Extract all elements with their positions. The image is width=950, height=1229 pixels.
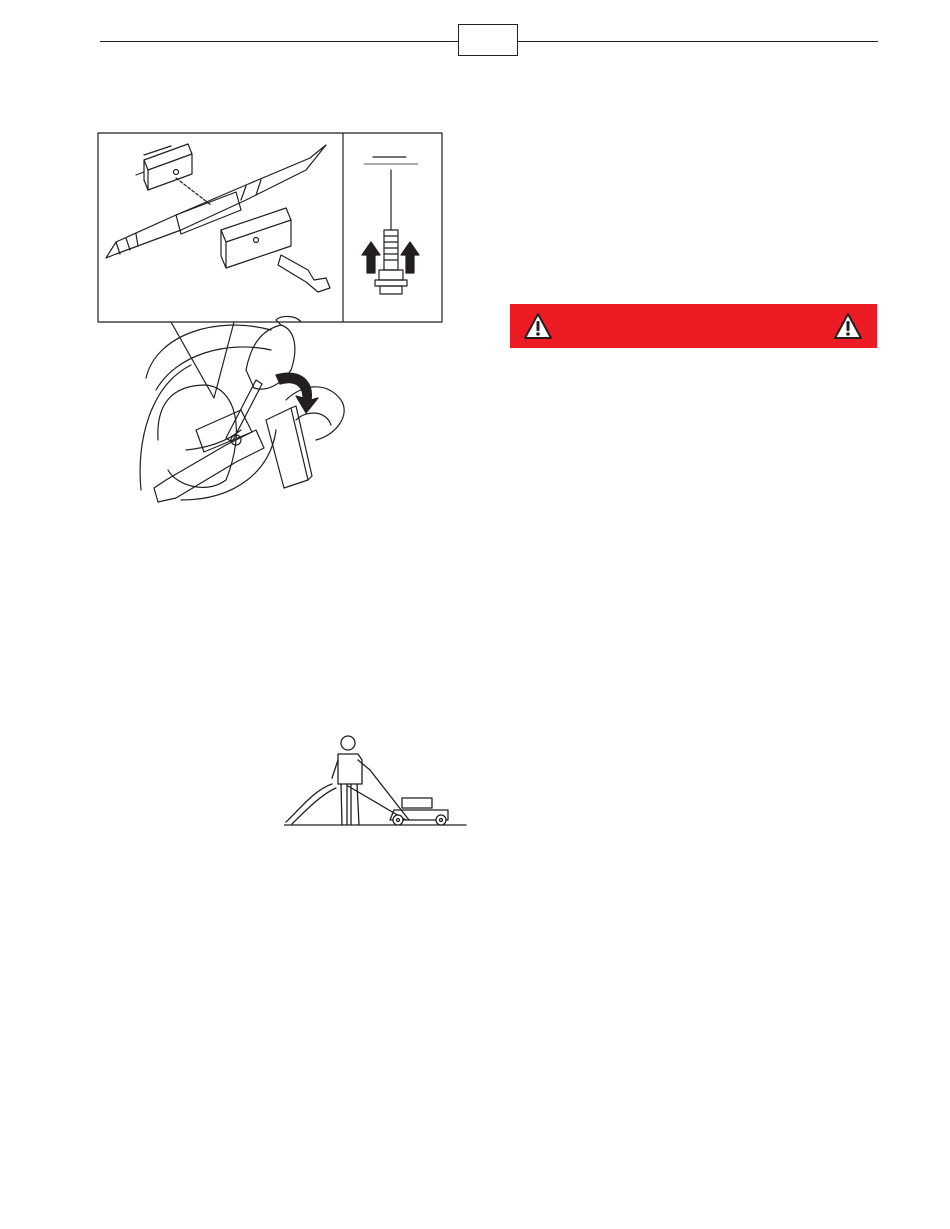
header-rule-right <box>518 41 878 42</box>
person-washing-mower-illustration <box>284 732 470 828</box>
mower-underside-illustration <box>140 316 344 502</box>
page-number-box <box>458 24 518 56</box>
header-rule-left <box>100 41 458 42</box>
warning-triangle-icon <box>833 312 863 340</box>
blade-removal-figure <box>96 130 446 510</box>
warning-triangle-icon <box>523 312 553 340</box>
warning-banner <box>510 304 877 348</box>
